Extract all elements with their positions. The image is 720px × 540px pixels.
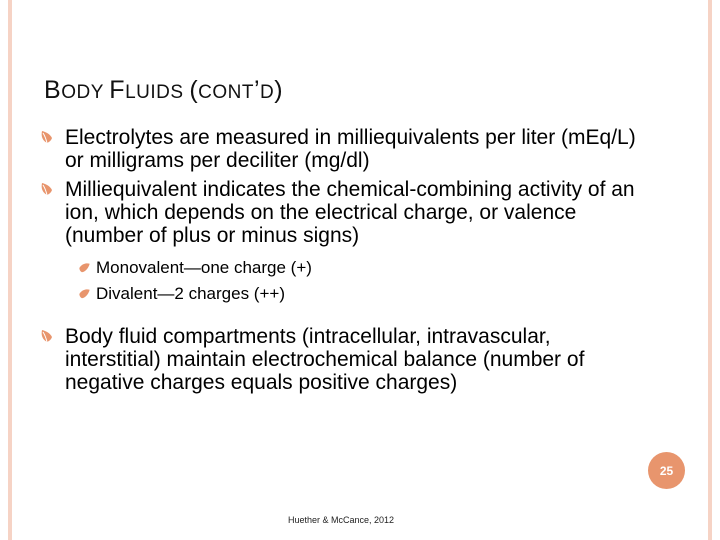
- slide-title: BODY FLUIDS (CONT’D): [44, 76, 284, 104]
- footer-citation: Huether & McCance, 2012: [288, 515, 395, 525]
- left-border-decoration: [8, 0, 12, 540]
- page-number-badge: 25: [648, 452, 685, 489]
- leaf-sub-bullet-icon: [78, 288, 91, 300]
- bullet-item: [40, 178, 640, 247]
- bullet-item: [40, 126, 640, 172]
- leaf-bullet-icon: [40, 329, 54, 343]
- bullet-item: [40, 325, 640, 394]
- leaf-bullet-icon: [40, 182, 54, 196]
- bullet-text: Milliequivalent indicates the chemical-combining activity of an ion, which depends on the electrical charge, or valence (number of plus or minus signs): [65, 178, 635, 247]
- leaf-sub-bullet-icon: [78, 262, 91, 274]
- bullet-list: [40, 126, 640, 394]
- right-border-decoration: [708, 0, 712, 540]
- sub-bullet-text: Monovalent—one charge (+): [96, 258, 312, 277]
- sub-bullet-item: [40, 255, 640, 281]
- leaf-bullet-icon: [40, 130, 54, 144]
- sub-bullet-text: Divalent—2 charges (++): [96, 284, 285, 303]
- sub-bullet-item: [40, 281, 640, 307]
- bullet-text: Body fluid compartments (intracellular, intravascular, interstitial) maintain electrochemical balance (number of negative charges equals positive charges): [65, 325, 585, 394]
- bullet-text: Electrolytes are measured in milliequivalents per liter (mEq/L) or milligrams per deciliter (mg/dl): [65, 126, 636, 172]
